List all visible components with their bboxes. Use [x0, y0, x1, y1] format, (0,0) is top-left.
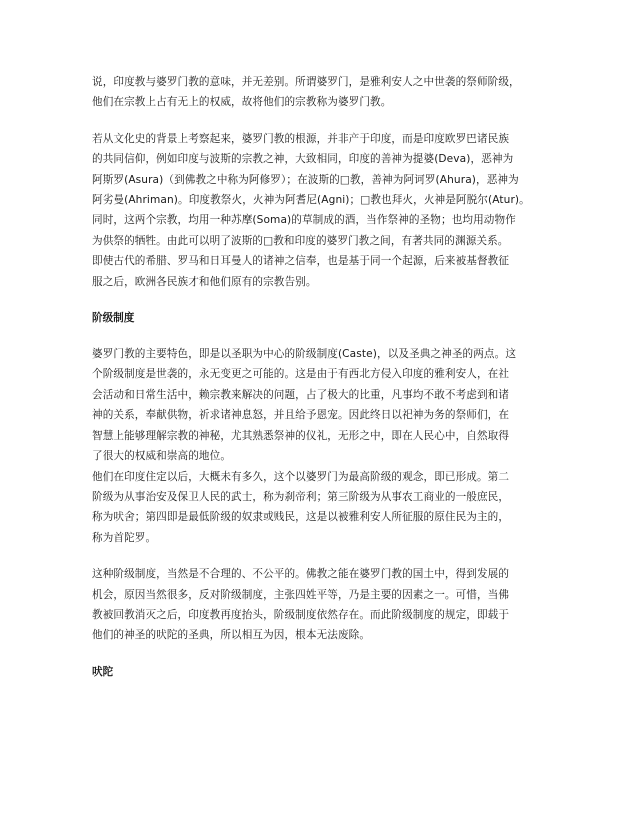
text-line: 的共同信仰，例如印度与波斯的宗教之神，大致相同，印度的善神为提婆(Deva)，恶神为	[92, 153, 514, 166]
section-heading-caste-system: 阶级制度	[92, 312, 135, 325]
paragraph-cultural-origin	[92, 129, 554, 292]
text-line: 会活动和日常生活中，赖宗教来解决的问题，占了极大的比重，凡事均不敢不考虑到和诸	[92, 388, 510, 401]
text-line: 了很大的权威和崇高的地位。	[92, 450, 232, 463]
text-line: 机会，原因当然很多，反对阶级制度，主张四姓平等，乃是主要的因素之一。可惜，当佛	[92, 588, 510, 601]
text-line: 阿斯罗(Asura)（到佛教之中称为阿修罗）；在波斯的□教，善神为阿诃罗(Ahura)，恶神为	[92, 173, 519, 186]
paragraph-caste-system	[92, 344, 554, 548]
text-line: 他们在宗教上占有无上的权威，故将他们的宗教称为婆罗门教。	[92, 96, 392, 109]
text-line: 若从文化史的背景上考察起来，婆罗门教的根源，并非产于印度，而是印度欧罗巴诸民族	[92, 132, 510, 145]
text-line: 智慧上能够理解宗教的神秘，尤其熟悉祭神的仪礼，无形之中，即在人民心中，自然取得	[92, 429, 510, 442]
text-line: 个阶级制度是世袭的，永无变更之可能的。这是由于有西北方侵入印度的雅利安人，在社	[92, 368, 510, 381]
text-line: 他们在印度住定以后，大概未有多久，这个以婆罗门为最高阶级的观念，即已形成。第二	[92, 470, 510, 483]
text-line: 他们的神圣的吠陀的圣典，所以相互为因，根本无法废除。	[92, 629, 371, 642]
text-line: 阿劣曼(Ahriman)。印度教祭火，火神为阿耆尼(Agni)；□教也拜火，火神是阿脱尔(Atur)。	[92, 194, 530, 207]
text-line: 称为首陀罗。	[92, 531, 157, 544]
text-line: 说，印度教与婆罗门教的意味，并无差别。所谓婆罗门，是雅利安人之中世袭的祭师阶级，	[92, 76, 520, 88]
section-heading-vedas: 吠陀	[92, 665, 114, 678]
text-line: 神的关系，奉献供物，祈求诸神息怒，并且给予恩宠。因此终日以祀神为务的祭师们，在	[92, 409, 510, 422]
paragraph-caste-critique	[92, 564, 554, 646]
text-line: 同时，这两个宗教，均用一种苏摩(Soma)的草制成的酒，当作祭神的圣物；也均用动物作	[92, 214, 516, 227]
text-line: 为供祭的牺牲。由此可以明了波斯的□教和印度的婆罗门教之间，有著共同的渊源关系。	[92, 234, 509, 247]
text-line: 教被回教消灭之后，印度教再度抬头，阶级制度依然存在。而此阶级制度的规定，即载于	[92, 608, 510, 621]
paragraph-brahmanism-meaning	[92, 72, 554, 113]
text-line: 婆罗门教的主要特色，即是以圣职为中心的阶级制度(Caste)，以及圣典之神圣的两点。这	[92, 348, 517, 361]
text-line: 这种阶级制度，当然是不合理的、不公平的。佛教之能在婆罗门教的国土中，得到发展的	[92, 568, 510, 581]
text-line: 阶级为从事治安及保卫人民的武士，称为刹帝利；第三阶级为从事农工商业的一般庶民，	[92, 490, 510, 503]
text-line: 服之后，欧洲各民族才和他们原有的宗教告别。	[92, 275, 317, 288]
text-line: 称为吠舍；第四即是最低阶级的奴隶或贱民，这是以被雅利安人所征服的原住民为主的，	[92, 511, 510, 524]
document-page	[92, 72, 554, 682]
text-line: 即使古代的希腊、罗马和日耳曼人的诸神之信奉，也是基于同一个起源，后来被基督教征	[92, 255, 510, 268]
